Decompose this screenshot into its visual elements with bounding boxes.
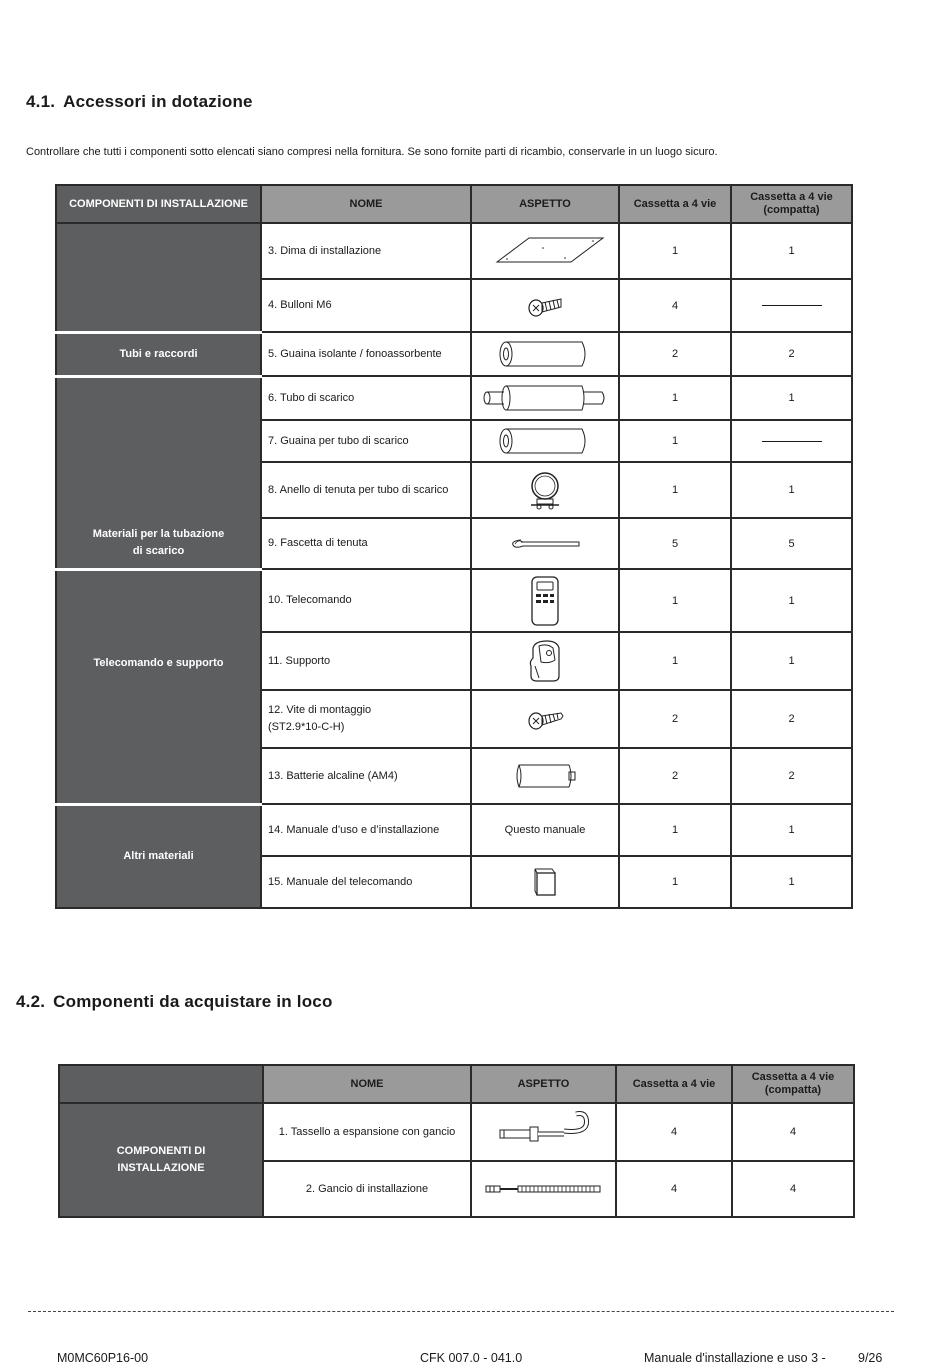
header-line: (compatta) xyxy=(763,204,820,216)
bolt-icon xyxy=(471,279,619,332)
qty-compatta: 1 xyxy=(731,376,852,420)
item-name: 7. Guaina per tubo di scarico xyxy=(261,420,471,462)
section-title-text: Accessori in dotazione xyxy=(63,92,253,111)
category-line: COMPONENTI DI xyxy=(116,1145,206,1157)
qty-cassetta: 1 xyxy=(619,569,731,632)
table-row xyxy=(56,332,852,376)
item-name: 4. Bulloni M6 xyxy=(261,279,471,332)
section-title xyxy=(16,992,333,1012)
header-cassetta-compatta xyxy=(731,185,852,223)
qty-compatta: 2 xyxy=(731,332,852,376)
qty-compatta: 1 xyxy=(731,223,852,279)
category-materiali-scarico xyxy=(56,376,261,569)
footer-manual: Manuale d'installazione e uso 3 - xyxy=(644,1351,826,1365)
not-included-dash xyxy=(762,441,822,442)
table-row xyxy=(56,223,852,279)
drain-pipe-icon xyxy=(471,376,619,420)
table-header-row xyxy=(59,1065,854,1103)
expansion-anchor-hook-icon xyxy=(471,1103,616,1161)
qty-cassetta: 1 xyxy=(619,462,731,518)
category-tubi-e-raccordi: Tubi e raccordi xyxy=(56,332,261,376)
item-name: 3. Dima di installazione xyxy=(261,223,471,279)
booklet-icon xyxy=(471,856,619,908)
header-nome: NOME xyxy=(263,1065,471,1103)
qty-compatta: 1 xyxy=(731,804,852,856)
qty-compatta: 1 xyxy=(731,856,852,908)
item-name: 14. Manuale d’uso e d’installazione xyxy=(261,804,471,856)
section-number: 4.2. xyxy=(16,992,46,1011)
qty-cassetta: 4 xyxy=(616,1103,732,1161)
qty-compatta: 5 xyxy=(731,518,852,569)
drain-sleeve-icon xyxy=(471,420,619,462)
item-name: 10. Telecomando xyxy=(261,569,471,632)
name-line: 12. Vite di montaggio xyxy=(268,704,372,716)
category-cell-empty xyxy=(56,223,261,332)
header-line: Cassetta a 4 vie xyxy=(751,1071,835,1083)
qty-compatta: 1 xyxy=(731,569,852,632)
qty-compatta: 2 xyxy=(731,748,852,804)
item-name: 1. Tassello a espansione con gancio xyxy=(263,1103,471,1161)
qty-compatta: 4 xyxy=(732,1103,854,1161)
item-name: 5. Guaina isolante / fonoassorbente xyxy=(261,332,471,376)
item-name: 8. Anello di tenuta per tubo di scarico xyxy=(261,462,471,518)
name-line: (ST2.9*10-C-H) xyxy=(268,721,345,733)
threaded-rod-icon xyxy=(471,1161,616,1217)
battery-icon xyxy=(471,748,619,804)
qty-cassetta: 2 xyxy=(619,690,731,748)
item-name: 2. Gancio di installazione xyxy=(263,1161,471,1217)
qty-cassetta: 1 xyxy=(619,804,731,856)
qty-cassetta: 1 xyxy=(619,420,731,462)
footer-code: M0MC60P16-00 xyxy=(57,1351,149,1365)
insulation-sleeve-icon xyxy=(471,332,619,376)
qty-compatta: 1 xyxy=(731,462,852,518)
item-name: 13. Batterie alcaline (AM4) xyxy=(261,748,471,804)
qty-cassetta: 2 xyxy=(619,748,731,804)
header-blank xyxy=(59,1065,263,1103)
qty-compatta xyxy=(731,420,852,462)
qty-compatta: 2 xyxy=(731,690,852,748)
not-included-dash xyxy=(762,305,822,306)
item-name xyxy=(261,690,471,748)
header-cassetta: Cassetta a 4 vie xyxy=(616,1065,732,1103)
header-componenti: COMPONENTI DI INSTALLAZIONE xyxy=(56,185,261,223)
clamp-ring-icon xyxy=(471,462,619,518)
qty-cassetta: 4 xyxy=(616,1161,732,1217)
footer-model: CFK 007.0 - 041.0 xyxy=(420,1351,523,1365)
section-number: 4.1. xyxy=(26,92,56,111)
category-line: Materiali per la tubazione xyxy=(92,527,225,540)
table-row xyxy=(56,376,852,420)
category-line: INSTALLAZIONE xyxy=(117,1162,205,1174)
table-row xyxy=(56,569,852,632)
qty-compatta xyxy=(731,279,852,332)
qty-cassetta: 5 xyxy=(619,518,731,569)
header-line: Cassetta a 4 vie xyxy=(750,191,833,203)
header-nome: NOME xyxy=(261,185,471,223)
section-title xyxy=(26,92,253,112)
section-title-text: Componenti da acquistare in loco xyxy=(53,992,333,1011)
qty-cassetta: 1 xyxy=(619,632,731,690)
field-purchase-table xyxy=(58,1064,855,1218)
table-row xyxy=(59,1103,854,1161)
page-number: 9/26 xyxy=(858,1351,883,1365)
header-aspetto: ASPETTO xyxy=(471,1065,616,1103)
intro-text: Controllare che tutti i componenti sotto elencati siano compresi nella fornitura. Se sono fornite parti di ricambio, conservarle in un luogo sicuro. xyxy=(26,146,718,158)
aspect-text: Questo manuale xyxy=(471,804,619,856)
qty-cassetta: 1 xyxy=(619,223,731,279)
footer-divider xyxy=(28,1311,894,1312)
qty-compatta: 1 xyxy=(731,632,852,690)
header-cassetta: Cassetta a 4 vie xyxy=(619,185,731,223)
qty-cassetta: 4 xyxy=(619,279,731,332)
item-name: 11. Supporto xyxy=(261,632,471,690)
header-aspetto: ASPETTO xyxy=(471,185,619,223)
accessories-table xyxy=(55,184,853,909)
item-name: 9. Fascetta di tenuta xyxy=(261,518,471,569)
qty-compatta: 4 xyxy=(732,1161,854,1217)
remote-control-icon xyxy=(471,569,619,632)
screw-icon xyxy=(471,690,619,748)
category-altri-materiali: Altri materiali xyxy=(56,804,261,908)
qty-cassetta: 1 xyxy=(619,856,731,908)
header-cassetta-compatta xyxy=(732,1065,854,1103)
qty-cassetta: 2 xyxy=(619,332,731,376)
cable-tie-icon xyxy=(471,518,619,569)
remote-holder-icon xyxy=(471,632,619,690)
category-line: Telecomando e supporto xyxy=(93,656,224,669)
category-telecomando-supporto xyxy=(56,569,261,804)
category-line: di scarico xyxy=(132,544,185,557)
template-board-icon xyxy=(471,223,619,279)
item-name: 15. Manuale del telecomando xyxy=(261,856,471,908)
table-row xyxy=(56,804,852,856)
category-componenti-installazione xyxy=(59,1103,263,1217)
table-header-row xyxy=(56,185,852,223)
qty-cassetta: 1 xyxy=(619,376,731,420)
item-name: 6. Tubo di scarico xyxy=(261,376,471,420)
header-line: (compatta) xyxy=(764,1084,822,1096)
